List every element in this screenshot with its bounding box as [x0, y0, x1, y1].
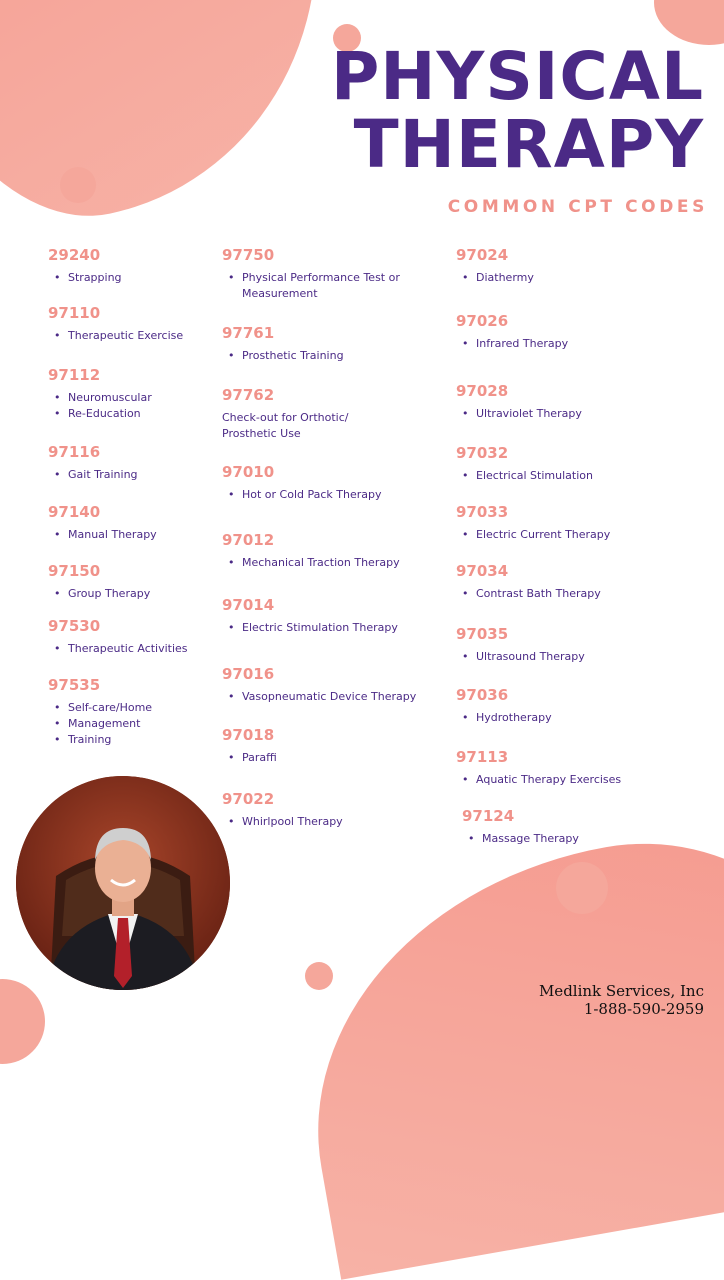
code-description: • Hot or Cold Pack Therapy: [222, 487, 382, 503]
code-description: • Therapeutic Activities: [48, 641, 188, 657]
code-entry: [456, 503, 610, 543]
code-entry: [456, 444, 593, 484]
code-description: • Ultraviolet Therapy: [456, 406, 582, 422]
code-description: • Group Therapy: [48, 586, 150, 602]
code-description: • Ultrasound Therapy: [456, 649, 585, 665]
cpt-code: 97035: [456, 625, 509, 643]
code-entry: [48, 562, 150, 602]
cpt-code: 97535: [48, 676, 101, 694]
cpt-code: 97010: [222, 463, 275, 481]
code-entry: [456, 246, 534, 286]
cpt-code: 29240: [48, 246, 101, 264]
code-description: • Hydrotherapy: [456, 710, 552, 726]
code-entry: [48, 443, 138, 483]
cpt-code: 97750: [222, 246, 275, 264]
page-title: PHYSICAL: [330, 38, 704, 115]
code-entry: [222, 665, 416, 705]
code-entry: [48, 246, 122, 286]
cpt-code: 97026: [456, 312, 509, 330]
code-entry: [48, 676, 152, 748]
cpt-code: 97140: [48, 503, 101, 521]
cpt-code: 97032: [456, 444, 509, 462]
code-description: • Diathermy: [456, 270, 534, 286]
code-entry: [222, 726, 277, 766]
cpt-code: 97024: [456, 246, 509, 264]
page-subtitle: COMMON CPT CODES: [447, 197, 708, 217]
code-description: • Self-care/Home: [48, 700, 152, 716]
cpt-code: 97116: [48, 443, 101, 461]
code-entry: [456, 382, 582, 422]
page-title: THERAPY: [353, 106, 704, 183]
code-description: • Vasopneumatic Device Therapy: [222, 689, 416, 705]
code-entry: [456, 562, 601, 602]
code-entry: [48, 503, 157, 543]
code-entry: [48, 304, 183, 344]
code-entry: [456, 686, 552, 726]
code-description: • Paraffi: [222, 750, 277, 766]
decorative-blob: [275, 808, 724, 1279]
code-description: • Therapeutic Exercise: [48, 328, 183, 344]
code-description: • Training: [48, 732, 152, 748]
code-entry: [48, 366, 152, 422]
phone-number: 1-888-590-2959: [583, 1000, 704, 1018]
code-description: Measurement: [242, 287, 318, 300]
cpt-code: 97113: [456, 748, 509, 766]
cpt-code: 97033: [456, 503, 509, 521]
decorative-dot: [60, 167, 96, 203]
code-entry: [456, 625, 585, 665]
company-name: Medlink Services, Inc: [538, 982, 704, 1000]
code-description: • Electric Current Therapy: [456, 527, 610, 543]
code-description: • Strapping: [48, 270, 122, 286]
code-description: • Massage Therapy: [462, 831, 579, 847]
cpt-code: 97028: [456, 382, 509, 400]
decorative-blob: [0, 979, 45, 1064]
code-entry: [222, 596, 398, 636]
portrait-illustration: [16, 776, 230, 990]
code-description: • Whirlpool Therapy: [222, 814, 343, 830]
code-entry: [456, 312, 568, 352]
code-entry: [222, 246, 422, 302]
code-description: • Physical Performance Test or: [222, 270, 422, 286]
code-description: • Manual Therapy: [48, 527, 157, 543]
code-description: Check-out for Orthotic/ Prosthetic Use: [222, 411, 349, 440]
code-description: • Electrical Stimulation: [456, 468, 593, 484]
code-description: • Prosthetic Training: [222, 348, 344, 364]
decorative-blob: [0, 0, 368, 250]
cpt-code: 97762: [222, 386, 275, 404]
cpt-code: 97124: [462, 807, 515, 825]
cpt-code: 97018: [222, 726, 275, 744]
code-entry: [462, 807, 579, 847]
decorative-dot: [556, 862, 608, 914]
cpt-code: 97022: [222, 790, 275, 808]
code-entry: [48, 617, 188, 657]
cpt-code: 97034: [456, 562, 509, 580]
code-entry: [222, 324, 344, 364]
decorative-dot: [305, 962, 333, 990]
cpt-code: 97530: [48, 617, 101, 635]
cpt-code: 97110: [48, 304, 101, 322]
code-entry: [456, 748, 621, 788]
code-entry: [222, 531, 400, 571]
cpt-code: 97112: [48, 366, 101, 384]
code-description: • Aquatic Therapy Exercises: [456, 772, 621, 788]
code-description: • Mechanical Traction Therapy: [222, 555, 400, 571]
code-description: • Gait Training: [48, 467, 138, 483]
code-description: • Management: [48, 716, 152, 732]
cpt-code: 97036: [456, 686, 509, 704]
cpt-code: 97150: [48, 562, 101, 580]
code-description: • Contrast Bath Therapy: [456, 586, 601, 602]
code-description: • Re-Education: [48, 406, 152, 422]
cpt-code: 97761: [222, 324, 275, 342]
cpt-code: 97012: [222, 531, 275, 549]
cpt-code: 97014: [222, 596, 275, 614]
code-entry: [222, 386, 392, 442]
code-entry: [222, 790, 343, 830]
code-description: • Electric Stimulation Therapy: [222, 620, 398, 636]
cpt-code: 97016: [222, 665, 275, 683]
code-description: • Neuromuscular: [48, 390, 152, 406]
code-description: • Infrared Therapy: [456, 336, 568, 352]
portrait-photo: [16, 776, 230, 990]
code-entry: [222, 463, 382, 503]
